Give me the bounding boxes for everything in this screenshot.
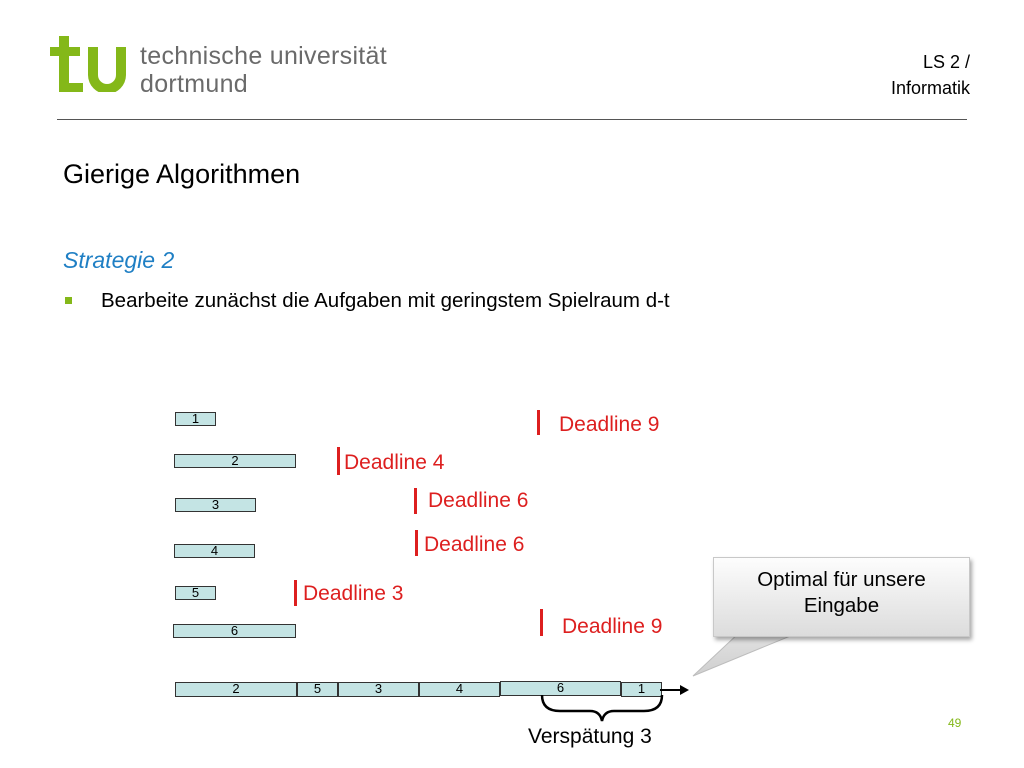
deadline-marker-6 [540, 609, 543, 636]
header-divider [57, 119, 967, 120]
schedule-slot-task-1: 1 [621, 682, 662, 697]
slide-title: Gierige Algorithmen [63, 159, 301, 189]
schedule-slot-task-3: 3 [338, 682, 419, 697]
deadline-marker-3 [414, 488, 417, 514]
task-bar-5: 5 [175, 586, 216, 600]
university-name: technische universität [140, 42, 388, 70]
deadline-marker-4 [415, 530, 418, 556]
callout-line-1: Optimal für unsere [757, 568, 926, 591]
schedule-slot-task-2: 2 [175, 682, 297, 697]
task-bar-6: 6 [173, 624, 296, 638]
deadline-marker-2 [337, 447, 340, 475]
task-bar-1: 1 [175, 412, 216, 426]
deadline-label-3: Deadline 6 [428, 489, 529, 512]
deadline-label-4: Deadline 6 [424, 533, 525, 556]
deadline-marker-5 [294, 580, 297, 606]
callout-line-2: Eingabe [803, 594, 880, 617]
chair-department: Informatik [890, 78, 970, 98]
university-city: dortmund [140, 70, 249, 98]
task-bar-3: 3 [175, 498, 256, 512]
tu-logo-icon [50, 36, 128, 92]
task-bar-4: 4 [174, 544, 255, 558]
deadline-label-1: Deadline 9 [559, 413, 660, 436]
delay-brace-icon [520, 693, 670, 723]
slide-subtitle: Strategie 2 [63, 247, 175, 273]
deadline-label-2: Deadline 4 [344, 451, 445, 474]
deadline-label-5: Deadline 3 [303, 582, 404, 605]
page-number: 49 [948, 716, 962, 730]
callout-box [713, 557, 970, 637]
deadline-marker-1 [537, 410, 540, 435]
chair-label: LS 2 / [922, 52, 970, 72]
schedule-slot-task-6: 6 [500, 681, 621, 696]
deadline-label-6: Deadline 9 [562, 615, 663, 638]
schedule-slot-task-4: 4 [419, 682, 500, 697]
bullet-square-icon [65, 297, 72, 304]
bullet-text: Bearbeite zunächst die Aufgaben mit geringstem Spielraum d-t [101, 289, 670, 312]
task-bar-2: 2 [174, 454, 296, 468]
schedule-slot-task-5: 5 [297, 682, 338, 697]
delay-label: Verspätung 3 [528, 725, 652, 748]
